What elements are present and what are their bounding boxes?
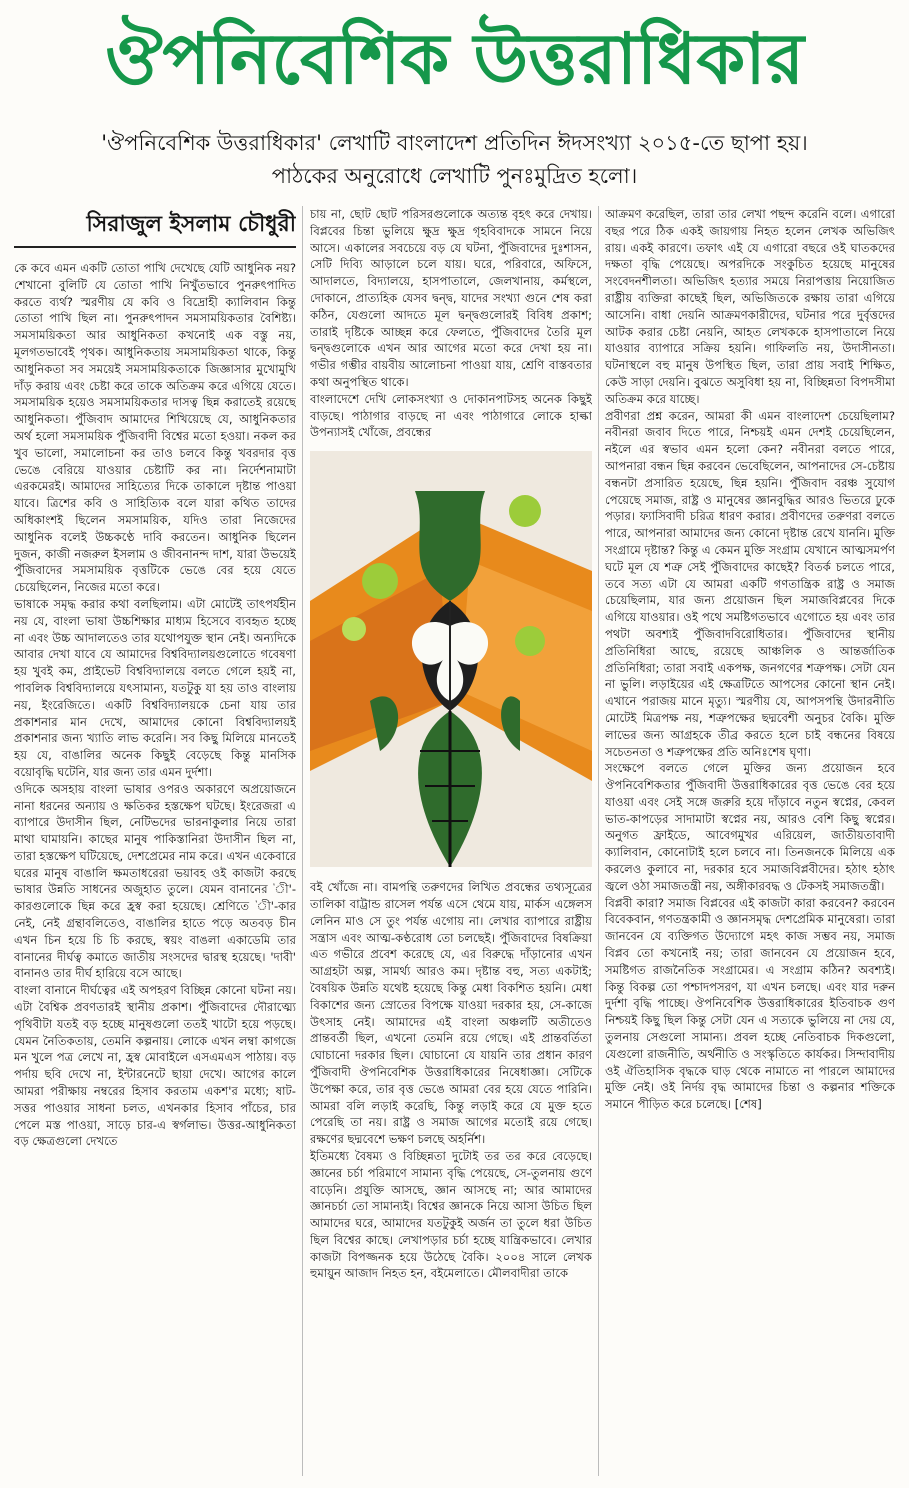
paragraph: চায় না, ছোট ছোট পরিসরগুলোকে অত্যন্ত বৃহৎ করে দেখায়। বিপ্লবের চিন্তা ভুলিয়ে ক্ষুদ্র ক্ষুদ্র গৃহবিবাদকে সামনে নিয়ে আসে। একালের সবচেয়ে বড় যে ঘটনা, পুঁজিবাদের দুঃশাসন, সেটি দিব্যি আড়ালে চলে যায়। ঘরে, পরিবারে, অফিসে, আদালতে, বিদ্যালয়ে, হাসপাতালে, জেলখানায়, কর্মস্থলে, দোকানে, প্রাত্যহিক যেসব দ্বন্দ্ব, যাদের সংখ্যা গুনে শেষ করা কঠিন, যেগুলো আদতে মূল দ্বন্দ্বগুলোরই বিবিধ প্রকাশ; তারাই দৃষ্টিকে আচ্ছন্ন করে ফেলতে, পুঁজিবাদের তৈরি মূল দ্বন্দ্বগুলোকে এখন আর আগের মতো করে দেখা হয় না। গভীর গম্ভীর বায়বীয় আলোচনা পাওয়া যায়, শ্রেণি বাস্তবতার কথা অনুপস্থিত থাকে। xyxy=(310,207,592,389)
paragraph: ইতিমধ্যে বৈষম্য ও বিচ্ছিন্নতা দুটোই তর তর করে বেড়েছে। জ্ঞানের চর্চা পরিমাণে সামান্য বৃদ্ধি পেয়েছে, সে-তুলনায় গুণে বাড়েনি। প্রযুক্তি আসছে, জ্ঞান আসছে না; আর আমাদের জ্ঞানচর্চা তো সামান্যই। বিশ্বের জ্ঞানকে নিয়ে আসা উচিত ছিল আমাদের ঘরে, আমাদের যতটুকুই অর্জন তা তুলে ধরা উচিত ছিল বিশ্বের কাছে। লেখাপড়ার চর্চা হচ্ছে যান্ত্রিকভাবে। লেখার কাজটা বিপজ্জনক হয়ে উঠেছে বৈকি। ২০০৪ সালে লেখক হুমায়ুন আজাদ নিহত হন, বইমেলাতে। মৌলবাদীরা তাকে xyxy=(310,1148,592,1281)
paragraph: কে কবে এমন একটি তোতা পাখি দেখেছে যেটি আধুনিক নয়? শেখানো বুলিটি যে তোতা পাখি নিখুঁতভাবে পুনরুৎপাদিত করতে ব্যর্থ? স্মরণীয় যে কবি ও বিদ্রোহী ক্যালিবান কিন্তু তোতা পাখি ছিল না। পুনরুৎপাদন সমসাময়িকতার বৈশিষ্ট্য। সমসাময়িকতা আর আধুনিকতা কখনোই এক বস্তু নয়, মূলগতভাবেই পৃথক। আধুনিকতায় সমসাময়িকতা থাকে, কিন্তু আধুনিকতা সব সময়েই সমসাময়িকতাকে জিজ্ঞাসার মুখোমুখি দাঁড় করায় এবং চেষ্টা করে তাকে অতিক্রম করে এগিয়ে যেতে। সমসাময়িক হয়েও সমসাময়িকতার দাসত্ব ছিন্ন করাতেই রয়েছে আধুনিকতা। পুঁজিবাদ আমাদের শিখিয়েছে যে, আধুনিকতার অর্থ হলো সমসাময়িক পুঁজিবাদী বিশ্বের মতো হওয়া। নকল কর খুব ভালো, সমালোচনা কর তাও চলবে কিন্তু খবরদার বৃত্ত ভেঙে বেরিয়ে যাওয়ার চেষ্টাটি কর না। নির্দেশনামাটা এরকমেরই। আমাদের সাহিত্যের দিকে তাকালে দৃষ্টান্ত পাওয়া যাবে। ত্রিশের কবি ও সাহিত্যিক বলে যারা কথিত তাদের অধিকাংশই ছিলেন সমসাময়িক, যদিও তারা নিজেদের আধুনিক বলেই উচ্চকণ্ঠে দাবি করতেন। আধুনিক ছিলেন দুজন, কাজী নজরুল ইসলাম ও জীবনানন্দ দাশ, যারা উভয়েই পুঁজিবাদের সমসাময়িক বৃত্তটিকে ভেঙে বের হয়ে যেতে চেয়েছিলেন, নিজের মতো করে। xyxy=(14,261,296,595)
paragraph: বিপ্লবী কারা? সমাজ বিপ্লবের এই কাজটা কারা করবেন? করবেন বিবেকবান, গণতন্ত্রকামী ও জ্ঞানসমৃদ্ধ দেশপ্রেমিক মানুষেরা। তারা জানবেন যে ব্যক্তিগত উদ্যোগে মহৎ কাজ সম্ভব নয়, সমাজ বিপ্লব তো কখনোই নয়; তারা জানবেন যে প্রয়োজন হবে, সমষ্টিগত রাজনৈতিক সংগ্রামের। এ সংগ্রাম কঠিন? অবশ্যই। কিন্তু বিকল্প তো পশ্চাদপসরণ, যা এখন চলছে। এবং যার দরুন দুর্দশা বৃদ্ধি পাচ্ছে। ঔপনিবেশিক উত্তরাধিকারের ইতিবাচক গুণ নিশ্চয়ই কিছু ছিল কিন্তু সেটা যেন এ সত্যকে ভুলিয়ে না দেয় যে, তুলনায় সেগুলো সামান্য। প্রবল হচ্ছে নেতিবাচক দিকগুলো, যেগুলো রাজনীতি, অর্থনীতি ও সংস্কৃতিতে কার্যকর। সিন্দাবাদীয় ওই ঐতিহাসিক বৃদ্ধকে ঘাড় থেকে নামাতে না পারলে আমাদের মুক্তি নেই। ওই নির্দয় বৃদ্ধ আমাদের চিন্তা ও কল্পনার শক্তিকে সমানে পীড়িত করে চলেছে। [শেষ] xyxy=(605,895,895,1112)
paragraph: প্রবীণরা প্রশ্ন করেন, আমরা কী এমন বাংলাদেশ চেয়েছিলাম? নবীনরা জবাব দিতে পারে, নিশ্চয়ই এমন দেশই চেয়েছিলেন, নইলে এর স্বভাব এমন হলো কেন? নবীনরা বলতে পারে, আপনারা বন্ধন ছিন্ন করবেন ভেবেছিলেন, আপনাদের সে-চেষ্টায় বন্ধনটা প্রসারিত হয়েছে, ছিন্ন হয়নি। পুঁজিবাদ বরঞ্চ সুযোগ পেয়েছে সমাজ, রাষ্ট্র ও মানুষের জ্ঞানবুদ্ধির আরও ভিতরে ঢুকে পড়ার। ফ্যাসিবাদী চরিত্র ধারণ করার। প্রবীণদের তরুণরা বলতে পারে, আপনারা আমাদের জন্য কোনো দৃষ্টান্ত রেখে যাননি। মুক্তি সংগ্রামে দৃষ্টান্ত? কিন্তু এ কেমন মুক্তি সংগ্রাম যেখানে আত্মসমর্পণ ঘটে মূল যে শত্রু সেই পুঁজিবাদের কাছেই? বিতর্ক চলতে পারে, তবে সত্য এটা যে আমরা একটি গণতান্ত্রিক রাষ্ট্র ও সমাজ চেয়েছিলাম, যার জন্য প্রয়োজন ছিল সমাজবিপ্লবের দিকে এগিয়ে যাওয়ার। ওই পথে সমষ্টিগতভাবে এগোতে হয় এবং তার পথটা অবশ্যই পুঁজিবাদবিরোধিতার। পুঁজিবাদের স্থানীয় প্রতিনিধিরা আছে, রয়েছে আঞ্চলিক ও আন্তর্জাতিক প্রতিনিধিরা; তারা সবাই একপক্ষ, জনগণের শত্রুপক্ষ। সেটা যেন না ভুলি। লড়াইয়ের এই ক্ষেত্রটিতে আপসের কোনো স্থান নেই। এখানে পরাজয় মানে মৃত্যু। স্মরণীয় যে, আপসপন্থি উদারনীতি মোটেই মিত্রপক্ষ নয়, শত্রুপক্ষের ছদ্মবেশী অনুচর বৈকি। মুক্তি লাভের জন্য আগ্রহকে তীব্র করতে হলে চাই বন্ধনের বিষয়ে সচেতনতা ও শত্রুপক্ষের প্রতি অনিঃশেষ ঘৃণা। xyxy=(605,408,895,759)
intro-note xyxy=(20,127,889,193)
paragraph: সংক্ষেপে বলতে গেলে মুক্তির জন্য প্রয়োজন হবে ঔপনিবেশিকতার পুঁজিবাদী উত্তরাধিকারের বৃত্ত ভেঙে বের হয়ে যাওয়া এবং সেই সঙ্গে জরুরি হয়ে দাঁড়াবে নতুন স্বপ্নের, কেবল ভাত-কাপড়ের সাদামাটা স্বপ্নের নয়, আরও বেশি কিছু স্বপ্নের। অনুগত ফ্রাইডে, আবেগমুখর এরিয়েল, জাতীয়তাবাদী ক্যালিবান, কোনোটাই হলে চলবে না। তিনজনকে মিলিয়ে এক করলেও কুলাবে না, দরকার হবে সমাজবিপ্লবীদের। হঠাৎ হঠাৎ জ্বলে ওঠা সমাজতন্ত্রী নয়, অঙ্গীকারবদ্ধ ও টেকসই সমাজতন্ত্রী। xyxy=(605,761,895,893)
column-divider xyxy=(302,206,303,1476)
column-2 xyxy=(310,206,592,1482)
paragraph: বাংলা বানানে দীর্ঘত্বের এই অপহরণ বিচ্ছিন্ন কোনো ঘটনা নয়। এটা বৈশ্বিক প্রবণতারই স্থানীয় প্রকাশ। পুঁজিবাদের দৌরাত্ম্যে পৃথিবীটা যতই বড় হচ্ছে মানুষগুলো ততই খাটো হয়ে পড়ছে। যেমন নৈতিকতায়, তেমনি কল্পনায়। লোকে এখন লম্বা কাগজে মন খুলে পত্র লেখে না, হ্রস্ব মোবাইলে এসএমএস পাঠায়। বড় পর্দায় ছবি দেখে না, ইন্টারনেটে ছায়া দেখে। আগের কালে আমরা পরীক্ষায় নম্বরের হিসাব করতাম একশ'র মধ্যে; ষাট-সত্তর পাওয়ার সাধনা চলত, এখনকার হিসাব পাঁচের, চার পেলে মস্ত পাওয়া, সাড়ে চার-এ স্বর্গলাভ। উত্তর-আধুনিকতা বড় ক্ষেত্রগুলো দেখতে xyxy=(14,983,296,1149)
paragraph: বাংলাদেশে দেখি লোকসংখ্যা ও দোকানপাটসহ অনেক কিছুই বাড়ছে। পাঠাগার বাড়ছে না এবং পাঠাগারে লোকে হাল্কা উপন্যাসই খোঁজে, প্রবন্ধের xyxy=(310,391,592,440)
article-title: ঔপনিবেশিক উত্তরাধিকার xyxy=(104,18,805,100)
paragraph: ওদিকে অসহায় বাংলা ভাষার ওপরও অকারণে অপ্রয়োজনে নানা ধরনের অন্যায় ও ক্ষতিকর হস্তক্ষেপ ঘটছে। ইংরেজরা এ ব্যাপারে উদাসীন ছিল, নেটিভদের ভারনাকুলার নিয়ে তারা মাথা ঘামায়নি। কাছের মানুষ পাকিস্তানিরা উদাসীন ছিল না, তারা হস্তক্ষেপ ঘটিয়েছে, দেশপ্রেমের নাম করে। এখন একেবারে ঘরের মানুষ বাঙালি ক্ষমতাধরেরা ভয়াবহ ওই কাজটা করছে ভাষার উন্নতি সাধনের অজুহাত তুলে। যেমন বানানের 'ী'-কারগুলোকে ছিন্ন করে হ্রস্ব করা হয়েছে। শ্রেণিতে 'ী'-কার নেই, নেই গ্রন্থাবলিতেও, বাঙালির হাতে পড়ে অতবড় চীন এখন চিন হয়ে চি চি করছে, স্বয়ং বাঙলা একাডেমি তার বানানের দীর্ঘত্ব কমাতে জাতীয় সংসদের দ্বারস্থ হয়েছে। 'দাবী' বানানও তার দীর্ঘ হারিয়ে বসে আছে। xyxy=(14,781,296,981)
column-divider xyxy=(598,206,599,1476)
intro-line-2: পাঠকের অনুরোধে লেখাটি পুনঃমুদ্রিত হলো। xyxy=(271,164,638,188)
column-3 xyxy=(605,206,895,1482)
author-byline: সিরাজুল ইসলাম চৌধুরী xyxy=(14,206,296,248)
abstract-painting-icon xyxy=(310,451,592,867)
paragraph: ভাষাকে সমৃদ্ধ করার কথা বলছিলাম। এটা মোটেই তাৎপর্যহীন নয় যে, বাংলা ভাষা উচ্চশিক্ষার মাধ্যম হিসেবে ব্যবহৃত হচ্ছে না এবং উচ্চ আদালতেও তার যথোপযুক্ত স্থান নেই। অন্যদিকে আবার দেখা যাবে যে আমাদের বিশ্ববিদ্যালয়গুলোতে গবেষণা হয় খুবই কম, প্রাইভেট বিশ্ববিদ্যালয়ে বলতে গেলে হয়ই না, পাবলিক বিশ্ববিদ্যালয়ে যৎসামান্য, যতটুকু যা হয় তাও বাংলায় নয়, ইংরেজিতে। একটি বিশ্ববিদ্যালয়কে চেনা যায় তার প্রকাশনার মান দেখে, আমাদের কোনো বিশ্ববিদ্যালয়ই প্রকাশনার জন্য খ্যাতি লাভ করেনি। সব কিছু মিলিয়ে মানতেই হয় যে, বাঙালির অনেক কিছুই বেড়েছে কিন্তু মানসিক বয়োবৃদ্ধি ঘটেনি, যার জন্য তার এমন দুর্দশা। xyxy=(14,596,296,779)
intro-line-1: 'ঔপনিবেশিক উত্তরাধিকার' লেখাটি বাংলাদেশ প্রতিদিন ঈদসংখ্যা ২০১৫-তে ছাপা হয়। xyxy=(101,131,808,155)
paragraph: বই খোঁজে না। বামপন্থি তরুণদের লিখিত প্রবন্ধের তথ্যসূত্রের তালিকা বাট্রান্ড রাসেল পর্যন্ত এসে থেমে যায়, মার্কস এঙ্গেলস লেনিন মাও সে তুং পর্যন্ত এগোয় না। লেখার ব্যাপারে রাষ্ট্রীয় সন্ত্রাস এবং আত্ম-কণ্ঠরোধ তো চলছেই। পুঁজিবাদের বিষক্রিয়া এত গভীরে প্রবেশ করেছে যে, এর বিরুদ্ধে দাঁড়ানোর এখন আগ্রহটা অল্প, সামর্থ্য আরও কম। দৃষ্টান্ত বহু, সত্য একটাই; বৈষয়িক উন্নতি যথেষ্ট হয়েছে কিন্তু মেধা বিকশিত হয়নি। মেধা বিকাশের জন্য স্রোতের বিপক্ষে যাওয়া দরকার হয়, সে-কাজে উৎসাহ নেই। আমাদের এই বাংলা অঞ্চলটি অতীতেও প্রান্তবর্তী ছিল, এখনো তেমনি রয়ে গেছে। এই প্রান্তবর্তিতা ঘোচানো দরকার ছিল। ঘোচানো যে যায়নি তার প্রধান কারণ পুঁজিবাদী ঔপনিবেশিক উত্তরাধিকারের নিষেধাজ্ঞা। সেটিকে উপেক্ষা করে, তার বৃত্ত ভেঙে আমরা বের হয়ে যেতে পারিনি। আমরা বলি লড়াই করেছি, কিন্তু লড়াই করে যে মুক্ত হতে পেরেছি তা নয়। রাষ্ট্র ও সমাজ আগের মতোই রয়ে গেছে। রক্ষণের ছদ্মবেশে ভক্ষণ চলছে অহর্নিশ। xyxy=(310,880,592,1147)
paragraph: আক্রমণ করেছিল, তারা তার লেখা পছন্দ করেনি বলে। এগারো বছর পরে ঠিক একই জায়গায় নিহত হলেন লেখক অভিজিৎ রায়। একই কারণে। তফাৎ এই যে এগারো বছরে ওই ঘাতকদের দক্ষতা বৃদ্ধি পেয়েছে। অপরদিকে সংকুচিত হয়েছে মানুষের সংবেদনশীলতা। অভিজিৎ হত্যার সময়ে নিরাপত্তায় নিয়োজিত রাষ্ট্রীয় ব্যক্তিরা কাছেই ছিল, অভিজিতকে রক্ষায় তারা এগিয়ে আসেনি। বাধা দেয়নি আক্রমণকারীদের, ঘটনার পরে দুর্বৃত্তদের আটক করার চেষ্টা নেয়নি, আহত লেখককে হাসপাতালে নিয়ে যাওয়ার ব্যাপারে সক্রিয় হয়নি। গাফিলতি নয়, উদাসীনতা। ঘটনাস্থলে বহু মানুষ উপস্থিত ছিল, তারা প্রায় সবাই শিক্ষিত, কেউ সাড়া দেয়নি। বুঝতে অসুবিধা হয় না, বিচ্ছিন্নতা বিপদসীমা অতিক্রম করে যাচ্ছে। xyxy=(605,207,895,406)
column-1 xyxy=(14,206,296,1482)
